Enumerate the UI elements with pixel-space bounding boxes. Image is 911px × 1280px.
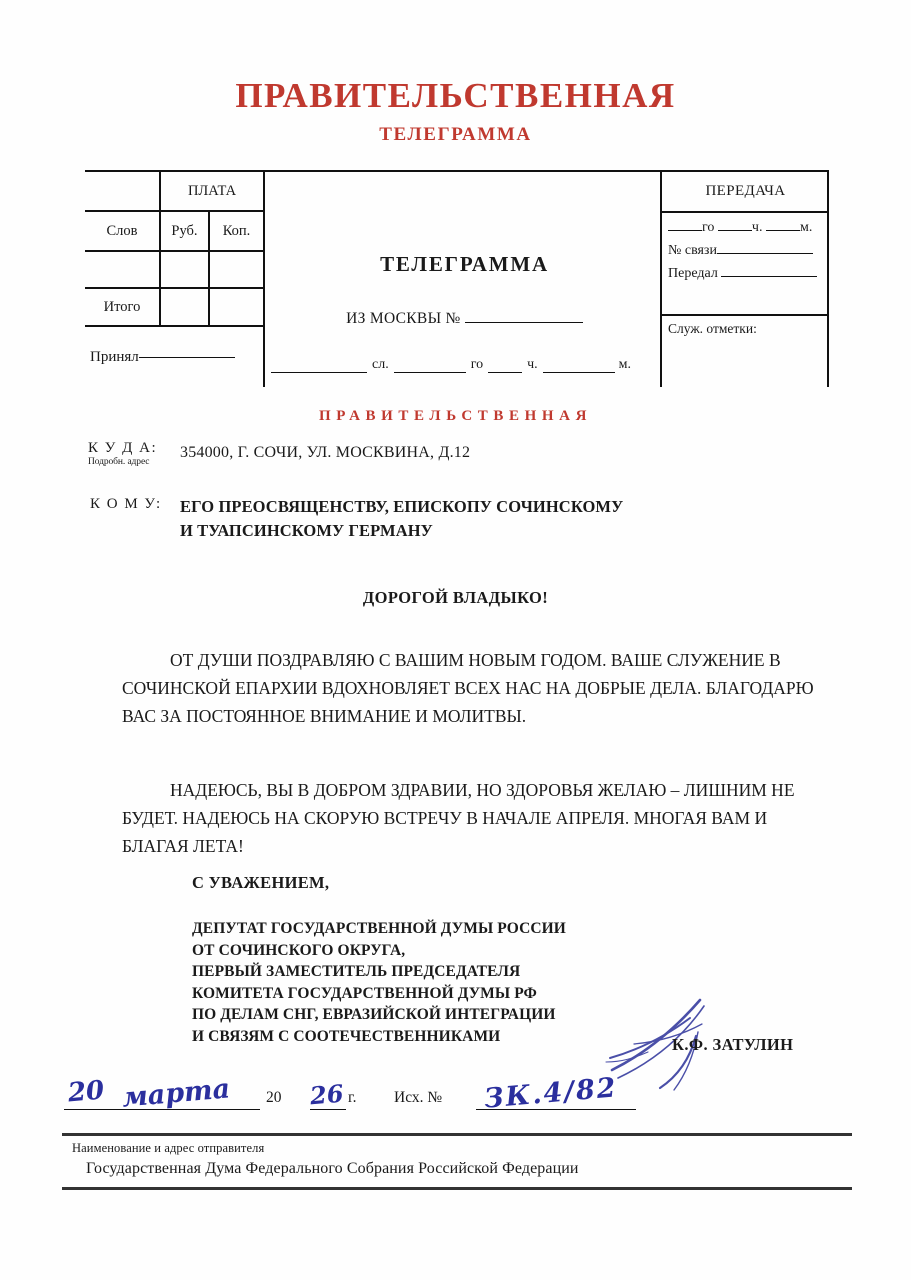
peredal-blank[interactable] — [721, 276, 817, 277]
peredal-label: Передал — [668, 266, 718, 281]
svyazi-blank[interactable] — [717, 253, 813, 254]
peredacha-ch-label: ч. — [751, 220, 763, 235]
signer-title-block — [192, 918, 566, 1047]
signer-title-line: КОМИТЕТА ГОСУДАРСТВЕННОЙ ДУМЫ РФ — [192, 984, 537, 1002]
letter-greeting: ДОРОГОЙ ВЛАДЫКО! — [362, 588, 549, 607]
handwritten-year: 26 — [308, 1078, 345, 1111]
signer-title-line: ПО ДЕЛАМ СНГ, ЕВРАЗИЙСКОЙ ИНТЕГРАЦИИ — [192, 1006, 556, 1023]
peredacha-go-label: го — [702, 220, 715, 235]
cell-blank-top-left — [85, 172, 161, 212]
go-blank[interactable] — [394, 372, 466, 373]
government-stamp-line: ПРАВИТЕЛЬСТВЕННАЯ — [319, 408, 592, 424]
year-prefix: 20 — [266, 1089, 282, 1106]
cell-rub-value[interactable] — [161, 252, 210, 289]
from-label: ИЗ МОСКВЫ № — [346, 310, 461, 327]
footer-divider-top — [62, 1133, 852, 1136]
signer-title-line: ПЕРВЫЙ ЗАМЕСТИТЕЛЬ ПРЕДСЕДАТЕЛЯ — [192, 963, 521, 980]
kuda-label: К У Д А: — [88, 440, 158, 456]
form-right-section — [662, 172, 829, 387]
date-and-outgoing-line — [64, 1072, 684, 1120]
cell-kop-value[interactable] — [210, 252, 263, 289]
svyazi-label: № связи — [668, 243, 717, 258]
peredacha-m-blank[interactable] — [766, 230, 800, 231]
paragraph-2-text: НАДЕЮСЬ, ВЫ В ДОБРОМ ЗДРАВИИ, НО ЗДОРОВЬЯ ЖЕЛАЮ – ЛИШНИМ НЕ БУДЕТ. НАДЕЮСЬ НА СКОРУЮ ВСТРЕЧУ В НАЧАЛЕ АПРЕЛЯ. МНОГАЯ ВАМ И БЛАГАЯ ЛЕТА! — [122, 780, 795, 856]
cell-itogo-header: Итого — [85, 289, 161, 327]
telegram-form-table — [85, 170, 829, 385]
sl-label: сл. — [372, 357, 389, 372]
outgoing-label: Исх. № — [394, 1089, 443, 1106]
peredacha-ch-blank[interactable] — [718, 230, 752, 231]
go-label: го — [470, 357, 484, 372]
ch-label: ч. — [527, 357, 538, 372]
svyazi-row — [668, 243, 823, 259]
podrobn-address-label: Подробн. адрес — [88, 457, 150, 467]
signer-name: К.Ф. ЗАТУЛИН — [672, 1035, 794, 1054]
footer-label: Наименование и адрес отправителя — [72, 1141, 265, 1155]
peredacha-header: ПЕРЕДАЧА — [662, 172, 829, 213]
m-label: м. — [618, 357, 632, 372]
form-left-section — [85, 172, 263, 387]
signer-title-line: ОТ СОЧИНСКОГО ОКРУГА, — [192, 941, 406, 959]
recipient-name-line1: ЕГО ПРЕОСВЯЩЕНСТВУ, ЕПИСКОПУ СОЧИНСКОМУ — [180, 497, 624, 516]
year-suffix: г. — [348, 1089, 357, 1106]
cell-slov-value[interactable] — [85, 252, 161, 289]
cell-kop-header: Коп. — [210, 212, 263, 252]
peredacha-go-blank[interactable] — [668, 230, 702, 231]
telegram-origin-line — [265, 310, 664, 328]
peredacha-fields — [662, 213, 829, 316]
cell-rub-header: Руб. — [161, 212, 210, 252]
handwritten-day: 20 — [66, 1075, 106, 1109]
cell-itogo-rub-value[interactable] — [161, 289, 210, 327]
telegram-title: ТЕЛЕГРАММА — [380, 252, 549, 276]
komu-label: К О М У: — [90, 496, 162, 512]
peredacha-m-label: м. — [799, 220, 813, 235]
ch-blank[interactable] — [488, 372, 522, 373]
m-blank[interactable] — [543, 372, 615, 373]
telegram-time-line — [271, 357, 658, 373]
handwritten-month: марта — [120, 1073, 232, 1114]
prinyal-field[interactable] — [85, 327, 263, 387]
footer-divider-bottom — [62, 1187, 852, 1190]
masthead-title: ПРАВИТЕЛЬСТВЕННАЯ — [235, 76, 676, 115]
peredacha-time-row — [668, 220, 823, 236]
form-center-section — [263, 172, 662, 387]
cell-slov-header: Слов — [85, 212, 161, 252]
sluzh-otmetki-label: Служ. отметки: — [668, 321, 757, 336]
cell-plata-header: ПЛАТА — [161, 172, 263, 212]
recipient-name-line2: И ТУАПСИНСКОМУ ГЕРМАНУ — [180, 520, 433, 540]
peredal-row — [668, 266, 823, 282]
letter-regards: С УВАЖЕНИЕМ, — [192, 873, 330, 892]
masthead-subtitle: ТЕЛЕГРАММА — [379, 123, 532, 145]
masthead — [0, 78, 911, 146]
from-number-blank[interactable] — [465, 322, 583, 323]
cell-itogo-kop-value[interactable] — [210, 289, 263, 327]
signer-title-line: ДЕПУТАТ ГОСУДАРСТВЕННОЙ ДУМЫ РОССИИ — [192, 920, 566, 937]
sender-footer — [62, 1133, 852, 1190]
recipient-name — [180, 495, 623, 543]
sluzh-otmetki-field[interactable] — [662, 316, 829, 387]
prinyal-blank[interactable] — [139, 357, 235, 358]
letter-paragraph-1 — [122, 646, 834, 730]
recipient-address: 354000, Г. СОЧИ, УЛ. МОСКВИНА, Д.12 — [180, 444, 471, 461]
signer-title-line: И СВЯЗЯМ С СООТЕЧЕСТВЕННИКАМИ — [192, 1027, 501, 1045]
sl-blank[interactable] — [271, 372, 367, 373]
letter-paragraph-2 — [122, 776, 834, 860]
handwritten-outgoing-number: ЗК.4/82 — [482, 1072, 619, 1115]
sender-organization: Государственная Дума Федерального Собрания Российской Федерации — [86, 1160, 579, 1177]
prinyal-label: Принял — [90, 348, 139, 365]
paragraph-1-text: ОТ ДУШИ ПОЗДРАВЛЯЮ С ВАШИМ НОВЫМ ГОДОМ. ВАШЕ СЛУЖЕНИЕ В СОЧИНСКОЙ ЕПАРХИИ ВДОХНОВЛЯЕТ ВСЕХ НАС НА ДОБРЫЕ ДЕЛА. БЛАГОДАРЮ ВАС ЗА ПОСТОЯННОЕ ВНИМАНИЕ И МОЛИТВЫ. — [122, 650, 814, 726]
